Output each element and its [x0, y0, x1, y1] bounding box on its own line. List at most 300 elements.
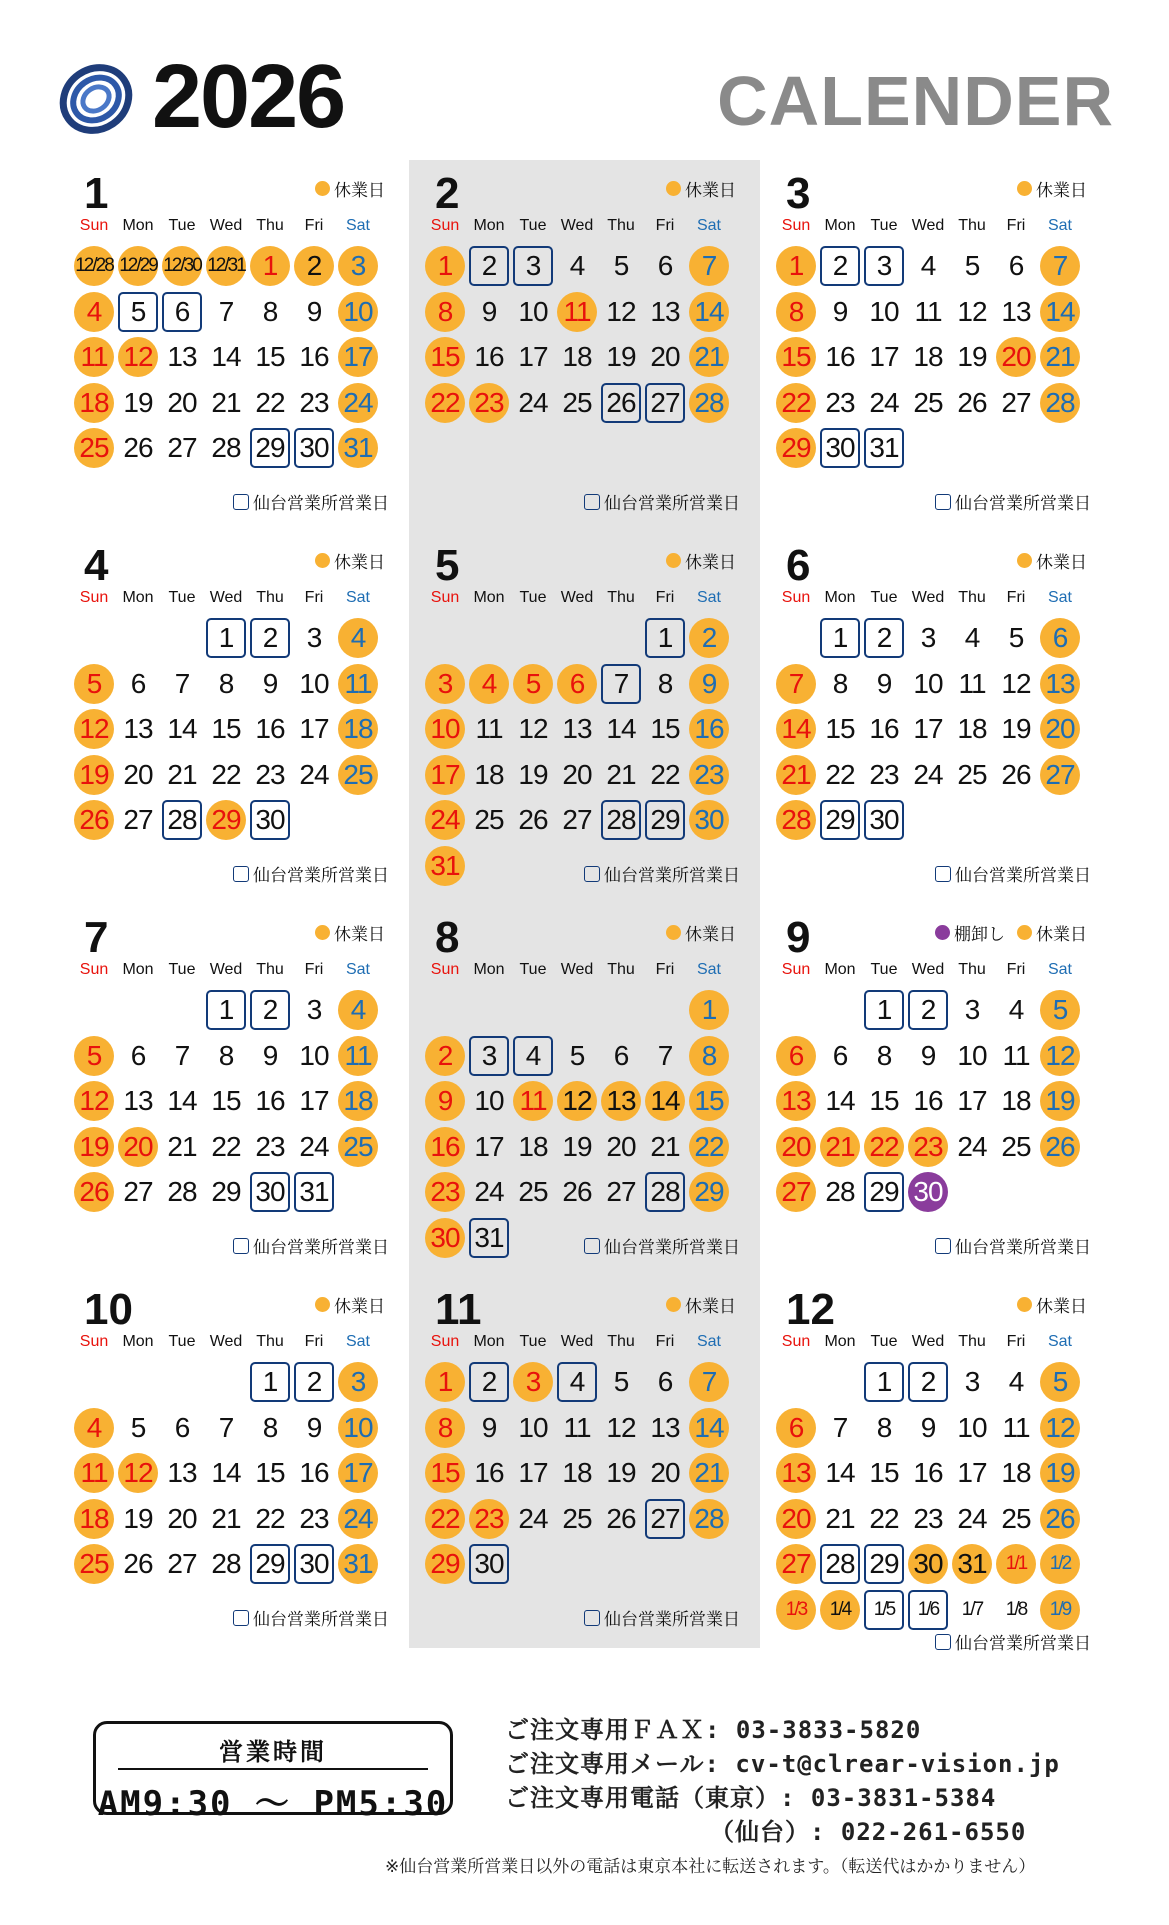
day-cell: 31	[425, 846, 465, 886]
day-cell: 28	[825, 1176, 855, 1207]
day-cell: 28	[211, 432, 241, 463]
sendai-legend-label: 仙台営業所営業日	[253, 494, 389, 513]
holiday-legend-label: 休業日	[334, 553, 385, 572]
day-cell: 20	[650, 1457, 680, 1488]
weekday-header: Tue	[168, 589, 196, 606]
day-cell: 25	[1001, 1502, 1031, 1534]
day-cell: 11	[513, 1081, 553, 1121]
day-cell: 3	[469, 1036, 509, 1076]
month-number: 5	[435, 541, 460, 590]
day-cell: 20	[167, 386, 197, 418]
sendai-legend	[584, 1233, 740, 1258]
fax-line: ご注文専用ＦＡＸ: 03-3833-5820	[505, 1716, 922, 1744]
day-cell: 29	[250, 1544, 290, 1584]
holiday-legend-label: 休業日	[685, 181, 736, 200]
weekday-header: Thu	[607, 961, 635, 978]
day-cell: 23	[299, 386, 329, 418]
day-cell: 23	[299, 1502, 329, 1534]
day-cell: 9	[876, 667, 892, 699]
day-cell: 18	[1001, 1457, 1031, 1488]
day-cell: 1	[689, 990, 729, 1030]
day-cell: 9	[920, 1039, 936, 1071]
day-cell: 5	[118, 292, 158, 332]
weekday-header: Sun	[781, 961, 811, 978]
weekday-header: Sat	[1047, 589, 1072, 606]
day-cell: 15	[869, 1457, 899, 1488]
day-cell: 1/3	[776, 1590, 816, 1630]
sendai-legend-label: 仙台営業所営業日	[253, 866, 389, 885]
day-cell: 13	[562, 713, 592, 744]
day-cell: 28	[776, 800, 816, 840]
day-cell: 8	[425, 292, 465, 332]
day-cell: 11	[338, 1036, 378, 1076]
holiday-legend-label: 休業日	[334, 925, 385, 944]
day-cell: 4	[469, 664, 509, 704]
weekday-header: Sun	[781, 217, 811, 234]
day-cell: 15	[211, 713, 241, 744]
weekday-header: Wed	[209, 589, 243, 606]
day-cell: 7	[218, 1411, 234, 1443]
day-cell: 11	[958, 667, 986, 699]
weekday-header: Sat	[696, 589, 721, 606]
month-number: 8	[435, 913, 460, 962]
weekday-header: Tue	[519, 217, 547, 234]
day-cell: 10	[338, 1408, 378, 1448]
weekday-header: Mon	[122, 961, 154, 978]
day-cell: 4	[1008, 994, 1024, 1025]
day-cell: 22	[211, 1130, 241, 1162]
day-cell: 1/8	[1005, 1598, 1027, 1620]
day-cell: 1/9	[1040, 1590, 1080, 1630]
day-cell: 26	[1040, 1127, 1080, 1167]
day-cell: 2	[908, 1362, 948, 1402]
day-cell: 1	[776, 246, 816, 286]
day-cell: 29	[211, 1176, 241, 1207]
holiday-dot-icon	[315, 553, 330, 568]
day-cell: 24	[913, 758, 943, 790]
weekday-header: Fri	[655, 961, 675, 978]
sendai-box-icon	[233, 494, 249, 510]
day-cell: 9	[832, 295, 848, 327]
day-cell: 6	[1008, 250, 1024, 281]
weekday-header: Fri	[655, 589, 675, 606]
month-panel-9	[760, 904, 1111, 1276]
day-cell: 27	[645, 1499, 685, 1539]
day-cell: 11	[338, 664, 378, 704]
day-cell: 30	[908, 1172, 948, 1212]
day-cell: 13	[601, 1081, 641, 1121]
day-cell: 14	[1040, 292, 1080, 332]
day-cell: 21	[689, 1453, 729, 1493]
day-cell: 16	[913, 1457, 943, 1488]
month-panel-8	[409, 904, 760, 1276]
day-cell: 17	[299, 713, 329, 744]
weekday-header: Mon	[473, 961, 505, 978]
day-cell: 20	[996, 337, 1036, 377]
day-cell: 15	[425, 337, 465, 377]
day-cell: 6	[776, 1408, 816, 1448]
holiday-legend-label: 休業日	[1036, 1297, 1087, 1316]
holiday-dot-icon	[315, 1297, 330, 1312]
day-cell: 9	[425, 1081, 465, 1121]
business-hours-divider	[118, 1768, 428, 1770]
day-cell: 26	[957, 386, 987, 418]
day-cell: 22	[776, 383, 816, 423]
day-cell: 19	[123, 386, 153, 418]
day-cell: 21	[776, 755, 816, 795]
weekday-header: Tue	[519, 589, 547, 606]
day-cell: 17	[957, 1457, 987, 1488]
month-number: 9	[786, 913, 811, 962]
inventory-legend-label: 棚卸し	[954, 925, 1005, 944]
month-number: 10	[84, 1285, 133, 1334]
weekday-header: Thu	[607, 217, 635, 234]
sendai-legend	[935, 1629, 1091, 1654]
day-cell: 14	[689, 1408, 729, 1448]
day-cell: 7	[657, 1039, 673, 1071]
day-cell: 21	[167, 1130, 197, 1162]
holiday-dot-icon	[1017, 925, 1032, 940]
calendar-header	[0, 0, 1169, 160]
day-cell: 30	[908, 1544, 948, 1584]
day-cell: 11	[914, 295, 942, 327]
day-cell: 10	[869, 295, 899, 327]
day-cell: 9	[481, 295, 497, 327]
day-cell: 2	[689, 618, 729, 658]
day-cell: 21	[689, 337, 729, 377]
day-cell: 30	[689, 800, 729, 840]
day-cell: 1	[250, 1362, 290, 1402]
weekday-header: Wed	[209, 961, 243, 978]
day-cell: 1	[820, 618, 860, 658]
month-number: 7	[84, 913, 109, 962]
day-cell: 23	[869, 758, 899, 790]
day-cell: 17	[869, 341, 899, 372]
day-cell: 17	[474, 1130, 504, 1162]
weekday-header: Sun	[781, 589, 811, 606]
day-cell: 8	[262, 295, 278, 327]
sendai-legend-label: 仙台営業所営業日	[604, 494, 740, 513]
day-cell: 13	[167, 1457, 197, 1488]
weekday-header: Sat	[1047, 961, 1072, 978]
month-panel-2	[409, 160, 760, 532]
day-cell: 18	[913, 341, 943, 372]
day-cell: 7	[174, 1039, 190, 1071]
inventory-dot-icon	[935, 925, 950, 940]
day-cell: 5	[1040, 1362, 1080, 1402]
weekday-header: Mon	[824, 1333, 856, 1350]
day-cell: 4	[569, 250, 585, 281]
day-cell: 10	[299, 667, 329, 699]
day-cell: 9	[689, 664, 729, 704]
day-cell: 16	[869, 713, 899, 744]
day-cell: 20	[167, 1502, 197, 1534]
day-cell: 31	[338, 428, 378, 468]
weekday-header: Sun	[79, 961, 109, 978]
day-cell: 21	[820, 1127, 860, 1167]
weekday-header: Wed	[209, 1333, 243, 1350]
day-cell: 6	[657, 250, 673, 281]
weekday-header: Tue	[168, 961, 196, 978]
day-cell: 28	[162, 800, 202, 840]
day-cell: 27	[776, 1544, 816, 1584]
company-logo-icon	[58, 64, 134, 134]
day-cell: 12	[1040, 1408, 1080, 1448]
day-cell: 15	[650, 713, 680, 744]
day-cell: 26	[518, 804, 548, 835]
weekday-header: Fri	[304, 1333, 324, 1350]
day-cell: 24	[957, 1502, 987, 1534]
day-cell: 12	[957, 295, 987, 327]
weekday-header: Sat	[345, 217, 370, 234]
sendai-legend-label: 仙台営業所営業日	[604, 866, 740, 885]
day-cell: 5	[1040, 990, 1080, 1030]
holiday-dot-icon	[315, 181, 330, 196]
day-cell: 2	[908, 990, 948, 1030]
day-cell: 18	[74, 383, 114, 423]
day-cell: 25	[957, 758, 987, 790]
day-cell: 14	[645, 1081, 685, 1121]
day-cell: 15	[255, 341, 285, 372]
day-cell: 19	[123, 1502, 153, 1534]
day-cell: 14	[689, 292, 729, 332]
weekday-header: Sat	[1047, 1333, 1072, 1350]
day-cell: 30	[469, 1544, 509, 1584]
weekday-header: Sun	[430, 217, 460, 234]
day-cell: 29	[689, 1172, 729, 1212]
day-cell: 23	[913, 1502, 943, 1534]
day-cell: 13	[167, 341, 197, 372]
holiday-legend-label: 休業日	[1036, 925, 1087, 944]
day-cell: 23	[255, 1130, 285, 1162]
weekday-header: Wed	[911, 217, 945, 234]
day-cell: 1/1	[996, 1544, 1036, 1584]
day-cell: 25	[74, 1544, 114, 1584]
day-cell: 22	[425, 383, 465, 423]
holiday-dot-icon	[666, 1297, 681, 1312]
day-cell: 12/29	[118, 246, 158, 286]
day-cell: 16	[255, 1085, 285, 1116]
month-number: 2	[435, 169, 460, 218]
day-cell: 19	[957, 341, 987, 372]
month-number: 11	[435, 1285, 482, 1334]
day-cell: 4	[74, 292, 114, 332]
day-cell: 6	[557, 664, 597, 704]
holiday-dot-icon	[1017, 553, 1032, 568]
weekday-header: Wed	[560, 217, 594, 234]
holiday-legend-label: 休業日	[1036, 181, 1087, 200]
day-cell: 25	[913, 386, 943, 418]
day-cell: 3	[425, 664, 465, 704]
day-cell: 4	[74, 1408, 114, 1448]
day-cell: 13	[776, 1453, 816, 1493]
day-cell: 8	[262, 1411, 278, 1443]
day-cell: 12/30	[162, 246, 202, 286]
day-cell: 9	[306, 295, 322, 327]
day-cell: 16	[299, 341, 329, 372]
holiday-legend-label: 休業日	[334, 181, 385, 200]
day-cell: 29	[645, 800, 685, 840]
day-cell: 30	[250, 800, 290, 840]
month-panel-10	[58, 1276, 409, 1648]
weekday-header: Wed	[560, 1333, 594, 1350]
day-cell: 15	[255, 1457, 285, 1488]
day-cell: 21	[167, 758, 197, 790]
day-cell: 8	[218, 1039, 234, 1071]
day-cell: 8	[876, 1039, 892, 1071]
weekday-header: Wed	[911, 589, 945, 606]
day-cell: 24	[474, 1176, 504, 1207]
day-cell: 23	[689, 755, 729, 795]
day-cell: 26	[123, 432, 153, 463]
business-hours-box	[93, 1721, 453, 1824]
day-cell: 16	[425, 1127, 465, 1167]
day-cell: 20	[776, 1499, 816, 1539]
weekday-header: Thu	[958, 217, 986, 234]
day-cell: 29	[820, 800, 860, 840]
day-cell: 12	[1001, 667, 1031, 699]
sendai-legend-label: 仙台営業所営業日	[604, 1238, 740, 1257]
day-cell: 13	[1040, 664, 1080, 704]
calendar-title: CALENDER	[717, 62, 1114, 140]
day-cell: 6	[776, 1036, 816, 1076]
sendai-legend	[584, 861, 740, 886]
day-cell: 7	[1040, 246, 1080, 286]
day-cell: 6	[174, 1411, 190, 1443]
weekday-header: Sun	[430, 589, 460, 606]
sendai-legend-label: 仙台営業所営業日	[253, 1238, 389, 1257]
day-cell: 16	[474, 1457, 504, 1488]
day-cell: 14	[825, 1085, 855, 1116]
day-cell: 19	[1040, 1081, 1080, 1121]
day-cell: 25	[338, 1127, 378, 1167]
day-cell: 26	[74, 1172, 114, 1212]
holiday-dot-icon	[666, 553, 681, 568]
day-cell: 10	[957, 1039, 987, 1071]
day-cell: 21	[650, 1130, 680, 1162]
day-cell: 15	[211, 1085, 241, 1116]
day-cell: 27	[1001, 386, 1031, 418]
day-cell: 2	[425, 1036, 465, 1076]
month-number: 4	[84, 541, 109, 590]
weekday-header: Fri	[655, 217, 675, 234]
day-cell: 2	[820, 246, 860, 286]
day-cell: 12	[118, 337, 158, 377]
sendai-box-icon	[935, 1634, 951, 1650]
day-cell: 6	[832, 1039, 848, 1071]
weekday-header: Wed	[911, 1333, 945, 1350]
day-cell: 10	[338, 292, 378, 332]
day-cell: 3	[920, 622, 936, 653]
day-cell: 15	[869, 1085, 899, 1116]
sendai-legend-label: 仙台営業所営業日	[955, 494, 1091, 513]
day-cell: 26	[74, 800, 114, 840]
weekday-header: Sat	[696, 1333, 721, 1350]
day-cell: 26	[562, 1176, 592, 1207]
day-cell: 22	[425, 1499, 465, 1539]
day-cell: 13	[650, 295, 680, 327]
weekday-header: Sun	[430, 961, 460, 978]
day-cell: 17	[518, 341, 548, 372]
holiday-dot-icon	[1017, 1297, 1032, 1312]
day-cell: 19	[74, 1127, 114, 1167]
day-cell: 4	[338, 990, 378, 1030]
day-cell: 30	[294, 1544, 334, 1584]
day-cell: 1	[864, 1362, 904, 1402]
day-cell: 23	[425, 1172, 465, 1212]
weekday-header: Sat	[345, 589, 370, 606]
day-cell: 31	[864, 428, 904, 468]
day-cell: 5	[964, 250, 980, 281]
day-cell: 29	[864, 1172, 904, 1212]
day-cell: 2	[294, 1362, 334, 1402]
day-cell: 8	[689, 1036, 729, 1076]
weekday-header: Mon	[824, 217, 856, 234]
day-cell: 5	[613, 1366, 629, 1397]
day-cell: 14	[606, 713, 636, 744]
month-legend	[1009, 176, 1087, 201]
day-cell: 6	[613, 1039, 629, 1071]
day-cell: 5	[513, 664, 553, 704]
day-cell: 24	[425, 800, 465, 840]
day-cell: 30	[425, 1218, 465, 1258]
day-cell: 25	[518, 1176, 548, 1207]
sendai-box-icon	[935, 1238, 951, 1254]
month-number: 3	[786, 169, 811, 218]
day-cell: 16	[299, 1457, 329, 1488]
day-cell: 10	[474, 1085, 504, 1116]
day-cell: 12	[606, 295, 636, 327]
weekday-header: Sat	[345, 961, 370, 978]
sendai-legend-label: 仙台営業所営業日	[955, 866, 1091, 885]
day-cell: 8	[218, 667, 234, 699]
weekday-header: Mon	[122, 217, 154, 234]
day-cell: 18	[518, 1130, 548, 1162]
day-cell: 14	[776, 709, 816, 749]
day-cell: 4	[1008, 1366, 1024, 1397]
day-cell: 1/4	[820, 1590, 860, 1630]
day-cell: 19	[1001, 713, 1031, 744]
sendai-box-icon	[584, 1610, 600, 1626]
weekday-header: Mon	[122, 1333, 154, 1350]
day-cell: 5	[1008, 622, 1024, 653]
day-cell: 27	[606, 1176, 636, 1207]
weekday-header: Fri	[304, 961, 324, 978]
weekday-header: Fri	[1006, 217, 1026, 234]
day-cell: 28	[211, 1548, 241, 1579]
day-cell: 19	[606, 341, 636, 372]
weekday-header: Tue	[168, 1333, 196, 1350]
day-cell: 2	[250, 990, 290, 1030]
day-cell: 17	[518, 1457, 548, 1488]
day-cell: 17	[913, 713, 943, 744]
email-line: ご注文専用メール: cv-t@clrear-vision.jp	[505, 1750, 1060, 1778]
day-cell: 5	[74, 1036, 114, 1076]
sendai-legend	[233, 1605, 389, 1630]
day-cell: 27	[167, 1548, 197, 1579]
sendai-box-icon	[584, 494, 600, 510]
day-cell: 27	[645, 383, 685, 423]
tel-sendai-line: （仙台）: 022-261-6550	[710, 1818, 1027, 1846]
day-cell: 28	[820, 1544, 860, 1584]
day-cell: 23	[825, 386, 855, 418]
day-cell: 13	[776, 1081, 816, 1121]
day-cell: 19	[606, 1457, 636, 1488]
day-cell: 16	[255, 713, 285, 744]
holiday-dot-icon	[1017, 181, 1032, 196]
weekday-header: Mon	[122, 589, 154, 606]
day-cell: 4	[964, 622, 980, 653]
